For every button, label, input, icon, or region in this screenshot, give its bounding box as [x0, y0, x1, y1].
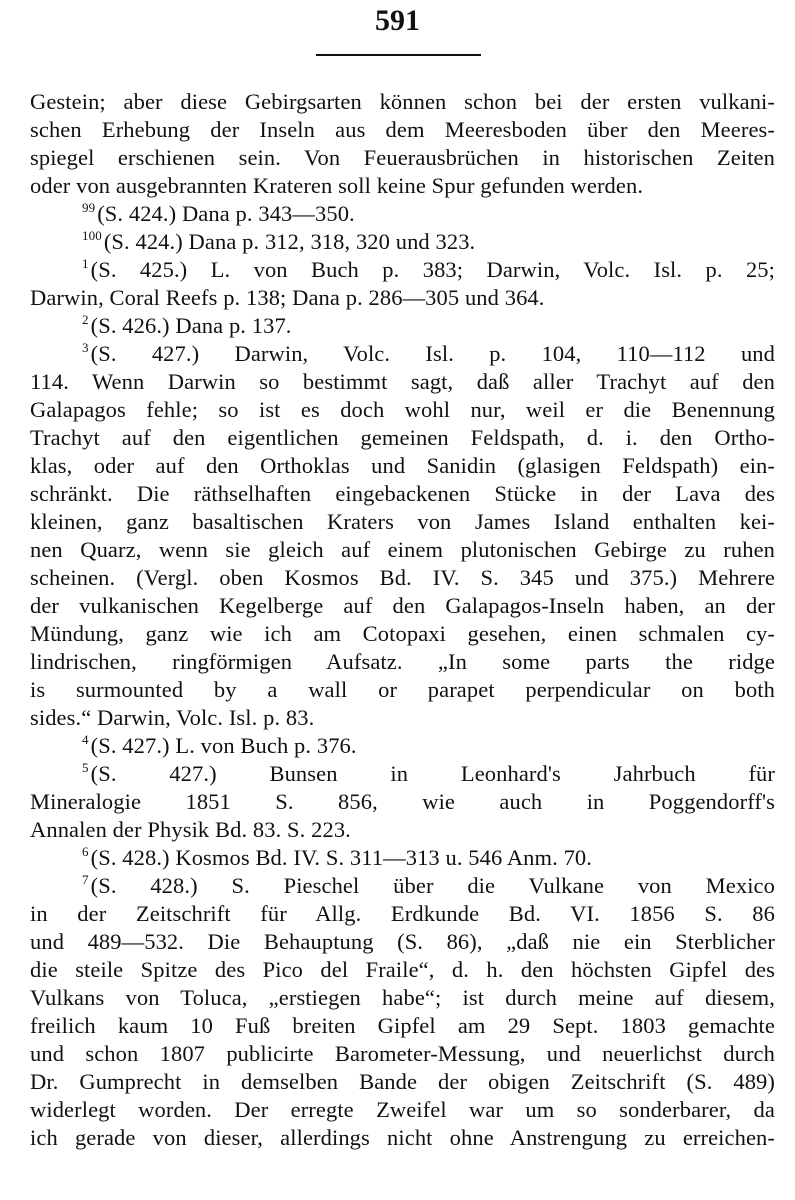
line-text: klas, oder auf den Orthoklas und Sanidin (glasigen Feldspath) ein-: [30, 453, 775, 478]
footnote-number: 99: [82, 200, 96, 215]
line-text: (S. 426.) Dana p. 137.: [90, 313, 292, 338]
text-line: [30, 788, 775, 816]
text-line: [30, 1124, 775, 1152]
footnote-number: 3: [82, 340, 89, 355]
line-text: Mineralogie 1851 S. 856, wie auch in Poggendorff's: [30, 789, 775, 814]
text-line: [30, 928, 775, 956]
text-line: [30, 676, 775, 704]
line-text: Mündung, ganz wie ich am Cotopaxi gesehen, einen schmalen cy-: [30, 621, 775, 646]
footnote-number: 1: [82, 256, 89, 271]
text-line: [30, 256, 775, 284]
text-line: [30, 424, 775, 452]
text-line: [30, 312, 775, 340]
line-text: Trachyt auf den eigentlichen gemeinen Feldspath, d. i. den Ortho-: [30, 425, 775, 450]
line-text: freilich kaum 10 Fuß breiten Gipfel am 29 Sept. 1803 gemachte: [30, 1013, 775, 1038]
text-line: [30, 564, 775, 592]
text-line: [30, 368, 775, 396]
line-text: ich gerade von dieser, allerdings nicht ohne Anstrengung zu erreichen-: [30, 1125, 775, 1150]
text-line: [30, 144, 775, 172]
line-text: die steile Spitze des Pico del Fraile“, d. h. den höchsten Gipfel des: [30, 957, 775, 982]
text-line: [30, 844, 775, 872]
text-line: [30, 620, 775, 648]
text-line: [30, 284, 775, 312]
line-text: der vulkanischen Kegelberge auf den Galapagos-Inseln haben, an der: [30, 593, 775, 618]
footnote-number: 100: [82, 228, 102, 243]
line-text: (S. 424.) Dana p. 343—350.: [97, 201, 355, 226]
text-line: [30, 536, 775, 564]
line-text: und 489—532. Die Behauptung (S. 86), „daß nie ein Sterblicher: [30, 929, 775, 954]
text-line: [30, 900, 775, 928]
text-line: [30, 1040, 775, 1068]
line-text: spiegel erschienen sein. Von Feuerausbrüchen in historischen Zeiten: [30, 145, 775, 170]
text-line: [30, 1012, 775, 1040]
line-text: Dr. Gumprecht in demselben Bande der obigen Zeitschrift (S. 489): [30, 1069, 775, 1094]
footnote-number: 6: [82, 844, 89, 859]
text-line: [30, 732, 775, 760]
line-text: (S. 427.) L. von Buch p. 376.: [90, 733, 357, 758]
text-line: [30, 200, 775, 228]
line-text: (S. 425.) L. von Buch p. 383; Darwin, Volc. Isl. p. 25;: [90, 257, 775, 282]
footnote-text: [30, 88, 775, 1152]
text-line: [30, 1096, 775, 1124]
footnote-number: 4: [82, 732, 89, 747]
line-text: in der Zeitschrift für Allg. Erdkunde Bd. VI. 1856 S. 86: [30, 901, 775, 926]
line-text: Darwin, Coral Reefs p. 138; Dana p. 286—305 und 364.: [30, 285, 545, 310]
text-line: [30, 956, 775, 984]
footnote-number: 5: [82, 760, 89, 775]
text-line: [30, 592, 775, 620]
line-text: 114. Wenn Darwin so bestimmt sagt, daß aller Trachyt auf den: [30, 369, 775, 394]
header-rule: [316, 54, 481, 56]
text-line: [30, 88, 775, 116]
footnote-number: 7: [82, 872, 89, 887]
line-text: Vulkans von Toluca, „erstiegen habe“; ist durch meine auf diesem,: [30, 985, 775, 1010]
text-line: [30, 228, 775, 256]
text-line: [30, 760, 775, 788]
line-text: sides.“ Darwin, Volc. Isl. p. 83.: [30, 705, 315, 730]
text-line: [30, 704, 775, 732]
text-line: [30, 452, 775, 480]
text-line: [30, 816, 775, 844]
text-line: [30, 984, 775, 1012]
line-text: (S. 427.) Darwin, Volc. Isl. p. 104, 110—112 und: [90, 341, 775, 366]
text-line: [30, 508, 775, 536]
line-text: Annalen der Physik Bd. 83. S. 223.: [30, 817, 351, 842]
text-line: [30, 116, 775, 144]
text-line: [30, 1068, 775, 1096]
line-text: widerlegt worden. Der erregte Zweifel war um so sonderbarer, da: [30, 1097, 775, 1122]
text-line: [30, 872, 775, 900]
text-line: [30, 340, 775, 368]
line-text: schen Erhebung der Inseln aus dem Meeresboden über den Meeres-: [30, 117, 775, 142]
line-text: (S. 424.) Dana p. 312, 318, 320 und 323.: [103, 229, 476, 254]
line-text: Galapagos fehle; so ist es doch wohl nur, weil er die Benennung: [30, 397, 775, 422]
line-text: (S. 428.) Kosmos Bd. IV. S. 311—313 u. 546 Anm. 70.: [90, 845, 593, 870]
line-text: lindrischen, ringförmigen Aufsatz. „In some parts the ridge: [30, 649, 775, 674]
line-text: (S. 427.) Bunsen in Leonhard's Jahrbuch für: [90, 761, 775, 786]
text-line: [30, 396, 775, 424]
footnote-number: 2: [82, 312, 89, 327]
line-text: schränkt. Die räthselhaften eingebackenen Stücke in der Lava des: [30, 481, 775, 506]
line-text: und schon 1807 publicirte Barometer-Messung, und neuerlichst durch: [30, 1041, 775, 1066]
line-text: scheinen. (Vergl. oben Kosmos Bd. IV. S. 345 und 375.) Mehrere: [30, 565, 775, 590]
line-text: oder von ausgebrannten Krateren soll keine Spur gefunden werden.: [30, 173, 644, 198]
text-line: [30, 648, 775, 676]
text-line: [30, 172, 775, 200]
line-text: nen Quarz, wenn sie gleich auf einem plutonischen Gebirge zu ruhen: [30, 537, 775, 562]
text-line: [30, 480, 775, 508]
line-text: Gestein; aber diese Gebirgsarten können schon bei der ersten vulkani-: [30, 89, 775, 114]
line-text: is surmounted by a wall or parapet perpendicular on both: [30, 677, 775, 702]
line-text: kleinen, ganz basaltischen Kraters von James Island enthalten kei-: [30, 509, 775, 534]
line-text: (S. 428.) S. Pieschel über die Vulkane von Mexico: [90, 873, 775, 898]
page-number: 591: [375, 4, 420, 37]
